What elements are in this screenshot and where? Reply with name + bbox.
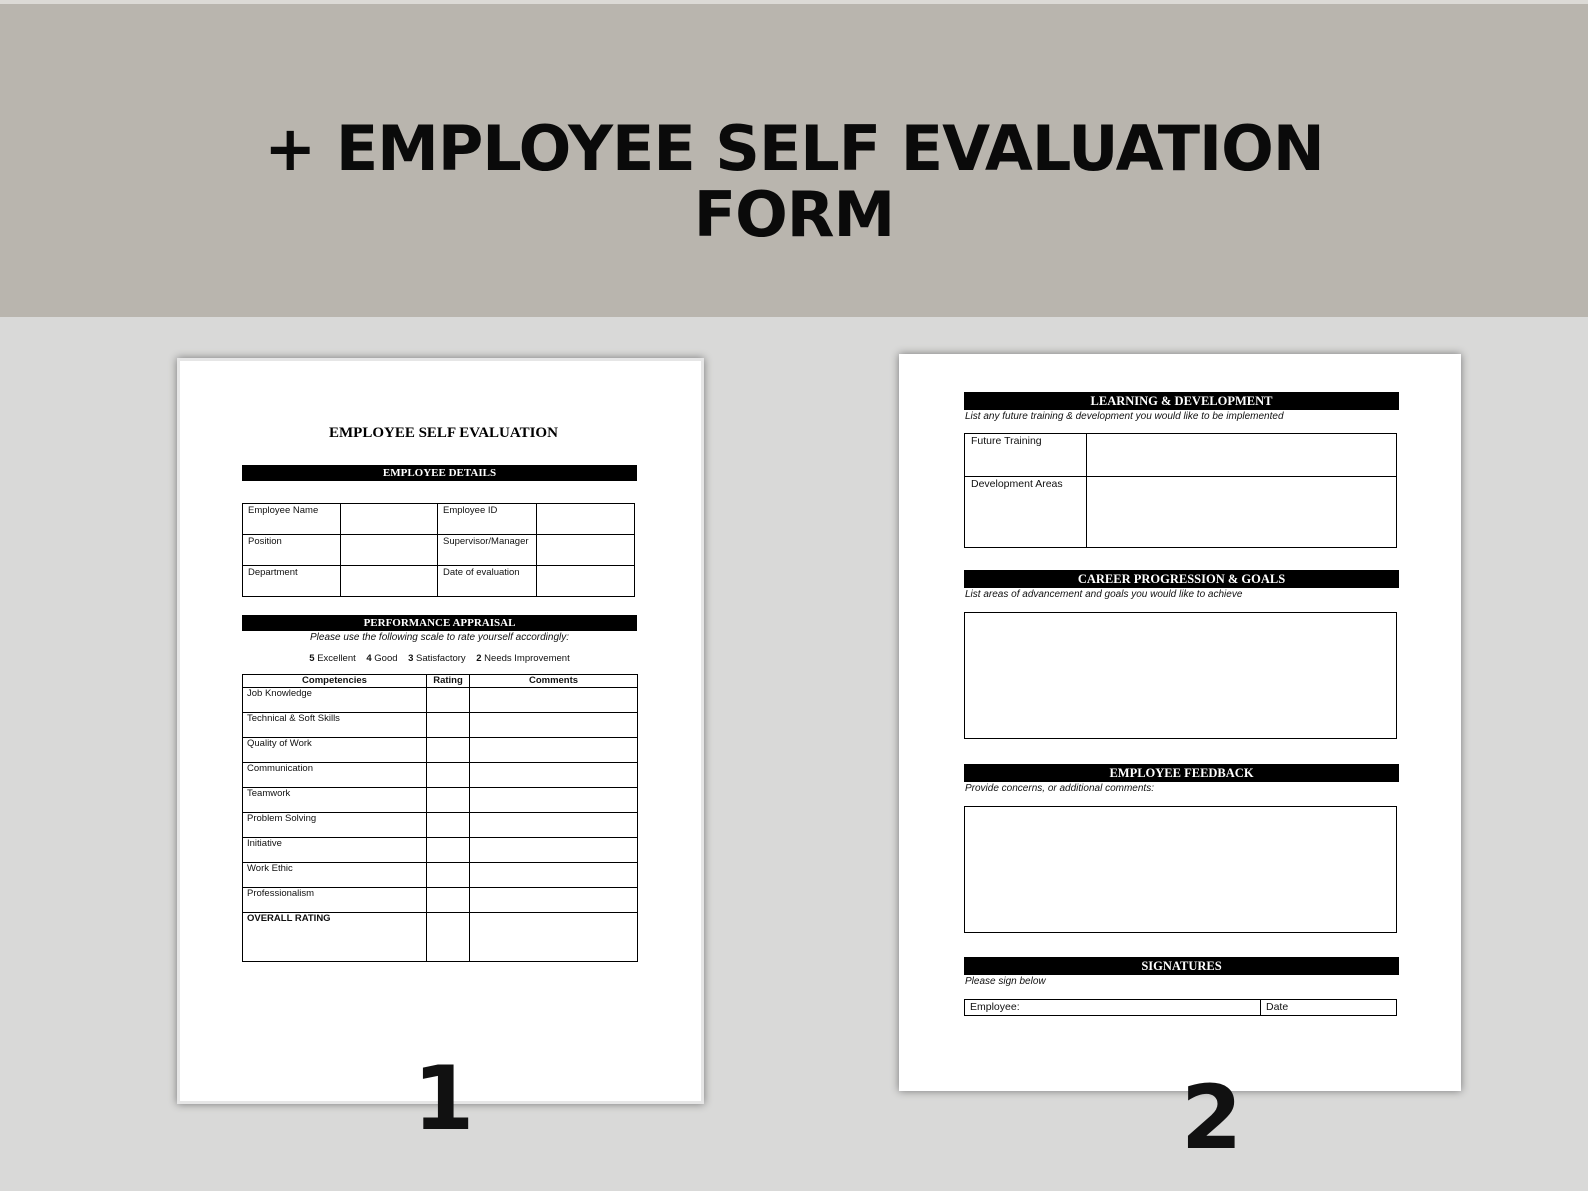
comments-field[interactable] [470, 688, 638, 713]
signatures-note: Please sign below [965, 976, 1046, 987]
position-field[interactable] [341, 535, 438, 566]
signatures-table [964, 999, 1397, 1016]
overall-rating-row [243, 913, 638, 962]
details-row [243, 535, 635, 566]
competency-row [243, 813, 638, 838]
learning-development-note: List any future training & development you would like to be implemented [965, 411, 1284, 422]
employee-details-header: EMPLOYEE DETAILS [242, 465, 637, 481]
competency-label: Quality of Work [243, 738, 427, 763]
column-header: Comments [470, 675, 638, 688]
competency-label: Work Ethic [243, 863, 427, 888]
competencies-header-row [243, 675, 638, 688]
scale-item [408, 653, 466, 664]
competency-label: Initiative [243, 838, 427, 863]
title-banner [0, 0, 1588, 317]
details-row [243, 566, 635, 597]
comments-field[interactable] [470, 838, 638, 863]
competency-row [243, 738, 638, 763]
competency-row [243, 688, 638, 713]
banner-title-line2: FORM [693, 178, 895, 251]
competency-row [243, 788, 638, 813]
rating-field[interactable] [427, 913, 470, 962]
column-header: Rating [427, 675, 470, 688]
competency-label: Communication [243, 763, 427, 788]
comments-field[interactable] [470, 813, 638, 838]
comments-field[interactable] [470, 763, 638, 788]
details-row [243, 504, 635, 535]
scale-item [366, 653, 397, 664]
signature-date-field[interactable]: Date [1261, 1000, 1397, 1016]
competency-row [243, 838, 638, 863]
ld-row [965, 477, 1397, 548]
learning-development-table [964, 433, 1397, 548]
signatures-header: SIGNATURES [964, 957, 1399, 975]
employee-feedback-note: Provide concerns, or additional comments: [965, 783, 1154, 794]
competency-label: Teamwork [243, 788, 427, 813]
employee-name-field[interactable] [341, 504, 438, 535]
employee-details-table [242, 503, 635, 597]
page-number-2: 2 [1181, 1066, 1243, 1169]
column-header: Competencies [243, 675, 427, 688]
appraisal-note: Please use the following scale to rate yourself accordingly: [309, 632, 570, 643]
supervisor-label: Supervisor/Manager [438, 535, 537, 566]
scale-item [476, 653, 569, 664]
competency-row [243, 763, 638, 788]
comments-field[interactable] [470, 913, 638, 962]
banner-title [0, 112, 1588, 251]
comments-field[interactable] [470, 738, 638, 763]
development-areas-label: Development Areas [965, 477, 1087, 548]
scale-label: Needs Improvement [484, 653, 570, 664]
rating-field[interactable] [427, 688, 470, 713]
position-label: Position [243, 535, 341, 566]
supervisor-field[interactable] [537, 535, 635, 566]
rating-field[interactable] [427, 763, 470, 788]
date-of-evaluation-field[interactable] [537, 566, 635, 597]
competencies-table [242, 674, 638, 962]
career-progression-header: CAREER PROGRESSION & GOALS [964, 570, 1399, 588]
scale-label: Excellent [317, 653, 356, 664]
rating-field[interactable] [427, 813, 470, 838]
rating-field[interactable] [427, 838, 470, 863]
rating-field[interactable] [427, 713, 470, 738]
comments-field[interactable] [470, 888, 638, 913]
rating-field[interactable] [427, 738, 470, 763]
date-of-evaluation-label: Date of evaluation [438, 566, 537, 597]
page-number-1: 1 [413, 1047, 475, 1150]
employee-name-label: Employee Name [243, 504, 341, 535]
performance-appraisal-header: PERFORMANCE APPRAISAL [242, 615, 637, 631]
scale-label: Satisfactory [416, 653, 466, 664]
employee-signature-field[interactable]: Employee: [965, 1000, 1261, 1016]
competency-label: Job Knowledge [243, 688, 427, 713]
competency-label: Technical & Soft Skills [243, 713, 427, 738]
career-goals-field[interactable] [964, 612, 1397, 739]
banner-title-line1: + EMPLOYEE SELF EVALUATION [264, 112, 1324, 185]
department-field[interactable] [341, 566, 438, 597]
scale-number: 4 [366, 653, 372, 664]
overall-rating-label: OVERALL RATING [243, 913, 427, 962]
competency-row [243, 888, 638, 913]
form-page-2 [899, 354, 1461, 1169]
employee-feedback-field[interactable] [964, 806, 1397, 933]
employee-feedback-header: EMPLOYEE FEEDBACK [964, 764, 1399, 782]
competency-row [243, 863, 638, 888]
future-training-label: Future Training [965, 434, 1087, 477]
ld-row [965, 434, 1397, 477]
scale-item [309, 653, 356, 664]
competency-label: Professionalism [243, 888, 427, 913]
department-label: Department [243, 566, 341, 597]
employee-id-field[interactable] [537, 504, 635, 535]
rating-field[interactable] [427, 788, 470, 813]
development-areas-field[interactable] [1087, 477, 1397, 548]
career-progression-note: List areas of advancement and goals you would like to achieve [965, 589, 1243, 600]
scale-label: Good [374, 653, 398, 664]
learning-development-header: LEARNING & DEVELOPMENT [964, 392, 1399, 410]
form-page-1 [177, 358, 704, 1150]
competency-label: Problem Solving [243, 813, 427, 838]
scale-number: 3 [408, 653, 414, 664]
rating-field[interactable] [427, 863, 470, 888]
future-training-field[interactable] [1087, 434, 1397, 477]
document-title: EMPLOYEE SELF EVALUATION [329, 425, 558, 441]
comments-field[interactable] [470, 788, 638, 813]
employee-id-label: Employee ID [438, 504, 537, 535]
scale-number: 2 [476, 653, 482, 664]
scale-number: 5 [309, 653, 315, 664]
rating-field[interactable] [427, 888, 470, 913]
rating-scale [242, 653, 637, 664]
comments-field[interactable] [470, 863, 638, 888]
comments-field[interactable] [470, 713, 638, 738]
competency-row [243, 713, 638, 738]
signature-row [965, 1000, 1397, 1016]
